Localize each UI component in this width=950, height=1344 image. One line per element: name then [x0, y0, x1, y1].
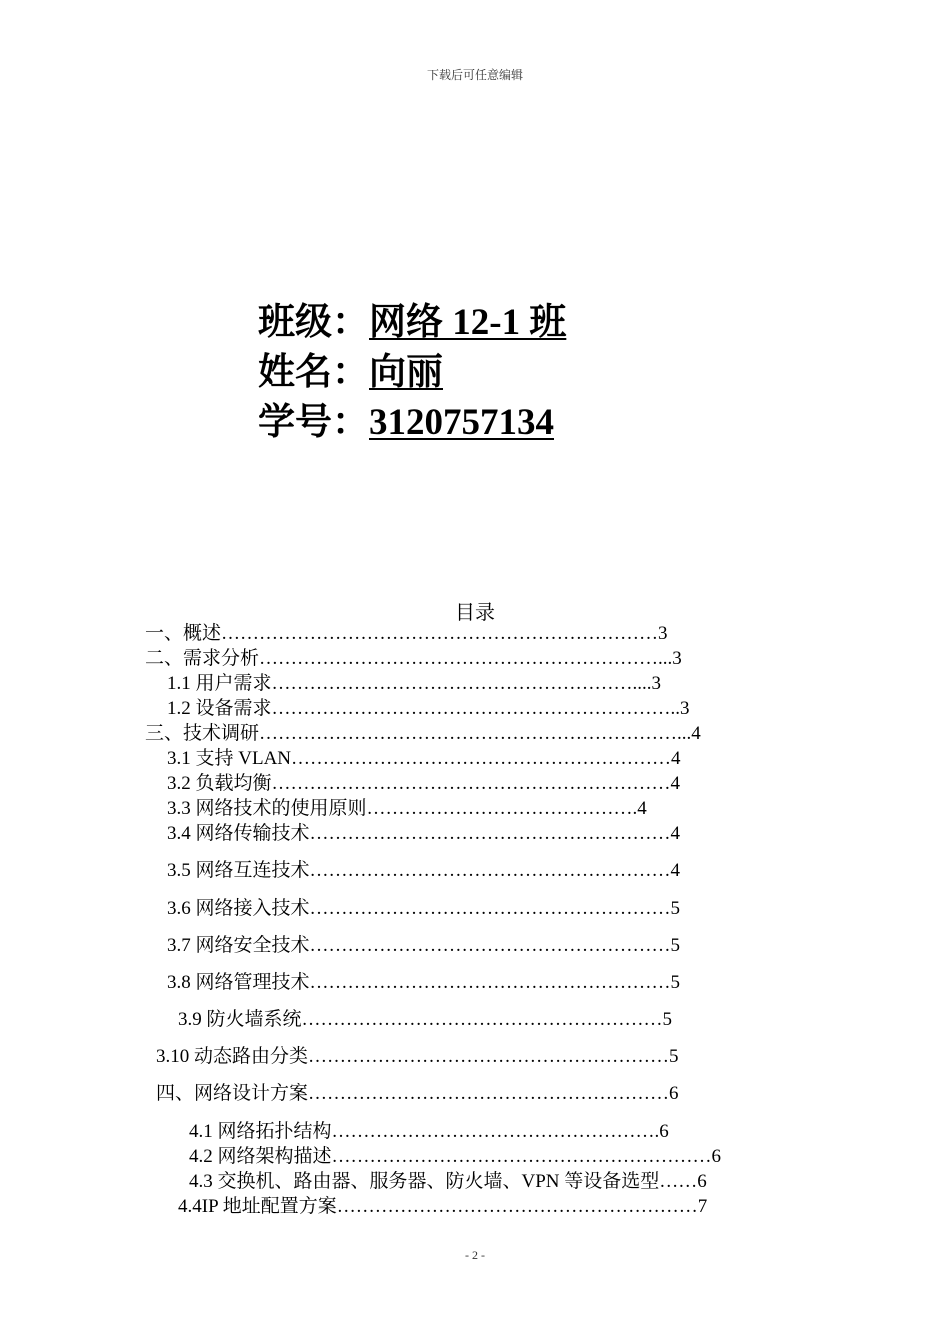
toc-entry: 4.3 交换机、路由器、服务器、防火墙、VPN 等设备选型……6 — [189, 1171, 707, 1192]
toc-entry: 三、技术调研…………………………………………………………...4 — [145, 723, 701, 744]
toc-entry: 四、网络设计方案…………………………………………………6 — [156, 1083, 679, 1104]
page-number: - 2 - — [465, 1248, 485, 1262]
toc-entry: 4.4IP 地址配置方案…………………………………………………7 — [178, 1196, 708, 1217]
class-label: 班级： — [258, 302, 369, 343]
student-id-line — [258, 398, 566, 448]
toc-entry: 1.2 设备需求………………………………………………………..3 — [167, 698, 690, 719]
class-value: 网络 12-1 班 — [369, 302, 567, 343]
toc-entry: 3.10 动态路由分类…………………………………………………5 — [156, 1046, 679, 1067]
toc-entry: 4.2 网络架构描述……………………………………………………6 — [189, 1146, 722, 1167]
toc-entry: 4.1 网络拓扑结构…………………………………………….6 — [189, 1121, 669, 1142]
toc-entry: 3.6 网络接入技术…………………………………………………5 — [167, 898, 681, 919]
page-header-note: 下载后可任意编辑 — [426, 68, 523, 82]
class-line — [258, 298, 566, 348]
toc-entry: 3.1 支持 VLAN……………………………………………………4 — [167, 748, 681, 769]
student-id-value: 3120757134 — [369, 402, 554, 443]
name-line — [258, 348, 566, 398]
toc-entry: 3.7 网络安全技术…………………………………………………5 — [167, 935, 681, 956]
toc-entry: 3.4 网络传输技术…………………………………………………4 — [167, 823, 681, 844]
toc-entry: 3.9 防火墙系统…………………………………………………5 — [178, 1009, 673, 1030]
toc-entry: 3.8 网络管理技术…………………………………………………5 — [167, 972, 681, 993]
toc-entry: 3.5 网络互连技术…………………………………………………4 — [167, 860, 681, 881]
toc-entry: 3.2 负载均衡………………………………………………………4 — [167, 773, 681, 794]
toc-title: 目录 — [455, 602, 495, 624]
toc-entry: 二、需求分析………………………………………………………...3 — [145, 648, 682, 669]
toc-entry: 一、概述……………………………………………………………3 — [145, 623, 668, 644]
name-value: 向丽 — [369, 352, 443, 393]
name-label: 姓名： — [258, 352, 369, 393]
student-id-label: 学号： — [258, 402, 369, 443]
student-info — [258, 298, 566, 448]
toc-entry: 3.3 网络技术的使用原则…………………………………….4 — [167, 798, 647, 819]
toc-entry: 1.1 用户需求…………………………………………………....3 — [167, 673, 662, 694]
